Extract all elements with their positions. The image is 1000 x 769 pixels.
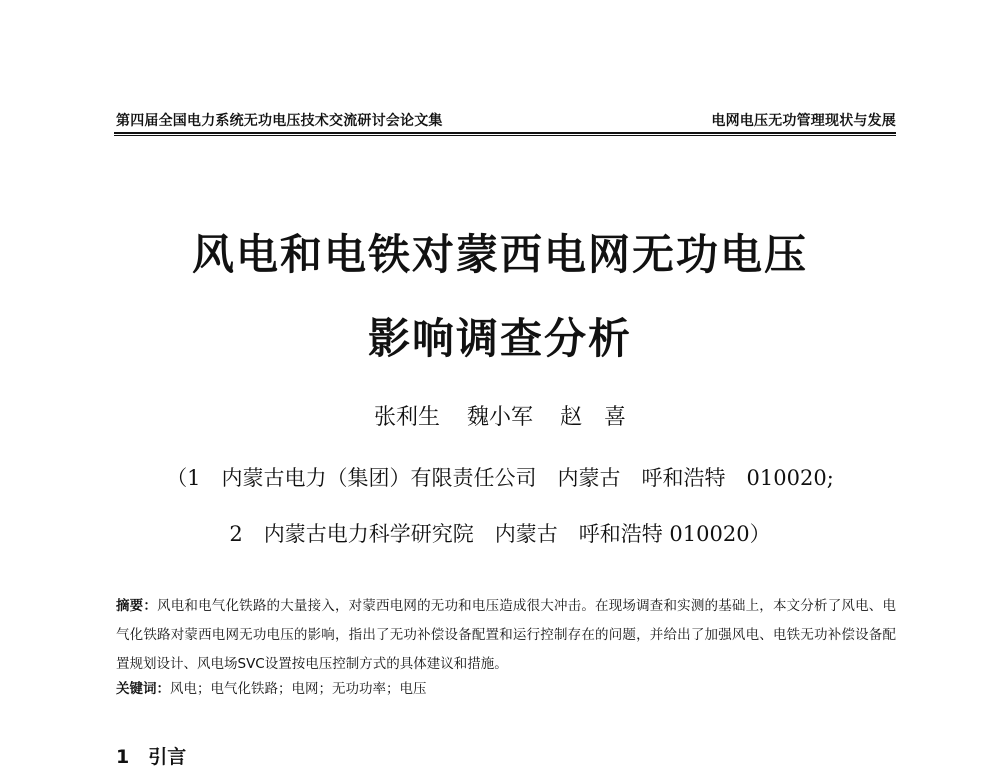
author-name: 魏小军 <box>466 405 533 430</box>
abstract-label: 摘要： <box>116 598 158 614</box>
keywords-label: 关键词： <box>116 681 170 697</box>
author-list <box>0 400 1000 431</box>
header-rule-thick <box>114 132 896 134</box>
author-name: 赵 喜 <box>560 405 627 430</box>
affiliation-line-2: 2 内蒙古电力科学研究院 内蒙古 呼和浩特 010020） <box>229 522 771 546</box>
header-section-title: 电网电压无功管理现状与发展 <box>711 113 896 129</box>
header-proceedings-title: 第四届全国电力系统无功电压技术交流研讨会论文集 <box>116 113 443 129</box>
paper-title-line-1: 风电和电铁对蒙西电网无功电压 <box>191 230 808 279</box>
keywords <box>116 678 896 700</box>
abstract <box>116 592 896 679</box>
keywords-text: 风电；电气化铁路；电网；无功功率；电压 <box>170 681 427 697</box>
section-heading: 1 引言 <box>116 746 187 768</box>
author-name: 张利生 <box>373 405 440 430</box>
header-rule-thin <box>114 135 896 136</box>
abstract-text: 风电和电气化铁路的大量接入，对蒙西电网的无功和电压造成很大冲击。在现场调查和实测的基础上，本文分析了风电、电气化铁路对蒙西电网无功电压的影响，指出了无功补偿设备配置和运行控制存在的问题，并给出了加强风电、电铁无功补偿设备配置规划设计、风电场SVC设置按电压控制方式的具体建议和措施。 <box>116 598 896 672</box>
paper-title-line-2: 影响调查分析 <box>367 314 632 363</box>
affiliation-line-1: （1 内蒙古电力（集团）有限责任公司 内蒙古 呼和浩特 010020; <box>166 466 834 490</box>
running-header <box>116 108 896 130</box>
